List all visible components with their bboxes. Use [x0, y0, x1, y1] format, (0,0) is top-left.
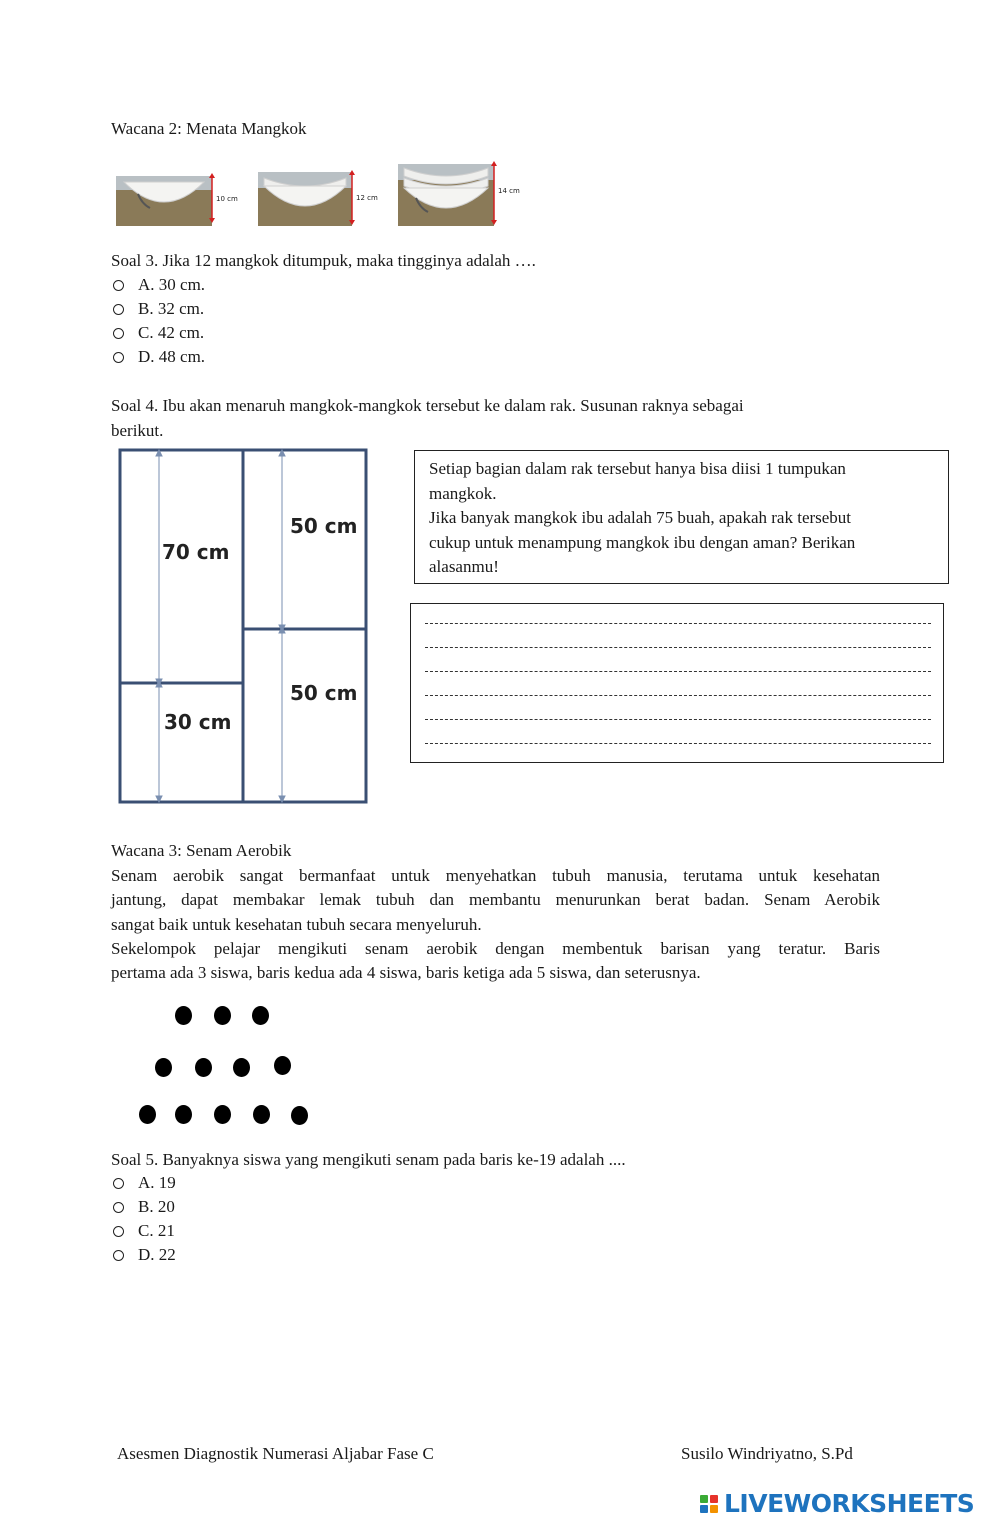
student-dot: [214, 1006, 231, 1025]
radio-button[interactable]: [113, 304, 124, 315]
footer-right: Susilo Windriyatno, S.Pd: [681, 1444, 853, 1463]
answer-line: [425, 695, 931, 696]
soal5-question: Soal 5. Banyaknya siswa yang mengikuti senam pada baris ke-19 adalah ....: [111, 1150, 626, 1169]
answer-line: [425, 623, 931, 624]
info-line: alasanmu!: [429, 557, 499, 576]
radio-button[interactable]: [113, 1250, 124, 1261]
soal4-question-line2: berikut.: [111, 421, 164, 440]
footer-left: Asesmen Diagnostik Numerasi Aljabar Fase C: [117, 1444, 434, 1463]
student-dot: [252, 1006, 269, 1025]
answer-line: [425, 671, 931, 672]
student-dot: [253, 1105, 270, 1124]
radio-button[interactable]: [113, 328, 124, 339]
shelf-diagram: [116, 446, 372, 808]
soal3-question: Soal 3. Jika 12 mangkok ditumpuk, maka tingginya adalah ….: [111, 251, 536, 270]
icon-square: [700, 1495, 708, 1503]
brand-text: LIVEWORKSHEETS: [724, 1489, 975, 1518]
soal4-question-line1: Soal 4. Ibu akan menaruh mangkok-mangkok tersebut ke dalam rak. Susunan raknya sebagai: [111, 396, 744, 415]
shelf-right-top-label: 50 cm: [290, 514, 358, 538]
soal3-option-a[interactable]: A. 30 cm.: [113, 274, 205, 296]
student-dot: [195, 1058, 212, 1077]
soal5-option-d[interactable]: D. 22: [113, 1244, 176, 1266]
radio-button[interactable]: [113, 1226, 124, 1237]
soal5-option-b[interactable]: B. 20: [113, 1196, 175, 1218]
soal5-option-a[interactable]: A. 19: [113, 1172, 176, 1194]
answer-line: [425, 719, 931, 720]
radio-button[interactable]: [113, 1202, 124, 1213]
student-dot: [291, 1106, 308, 1125]
student-dot: [155, 1058, 172, 1077]
student-dot: [139, 1105, 156, 1124]
answer-line: [425, 743, 931, 744]
bowl-photos: [116, 160, 536, 228]
bowl-label-2: 12 cm: [356, 194, 378, 202]
icon-square: [700, 1505, 708, 1513]
radio-button[interactable]: [113, 352, 124, 363]
soal4-answer-box[interactable]: [410, 603, 944, 763]
soal3-option-c[interactable]: C. 42 cm.: [113, 322, 204, 344]
bowl-photo-3: [398, 161, 520, 226]
info-line: mangkok.: [429, 483, 497, 503]
student-dot: [214, 1105, 231, 1124]
bowl-label-3: 14 cm: [498, 187, 520, 195]
wacana3-title: Wacana 3: Senam Aerobik: [111, 841, 292, 860]
info-line: Setiap bagian dalam rak tersebut hanya bisa diisi 1 tumpukan: [429, 459, 846, 478]
wacana2-title: Wacana 2: Menata Mangkok: [111, 119, 307, 138]
shelf-left-top-label: 70 cm: [162, 540, 230, 564]
radio-button[interactable]: [113, 1178, 124, 1189]
bowl-photo-2: [258, 170, 378, 226]
bowl-label-1: 10 cm: [216, 195, 238, 203]
student-dot: [274, 1056, 291, 1075]
info-line: Jika banyak mangkok ibu adalah 75 buah, apakah rak tersebut: [429, 508, 852, 527]
student-dot: [175, 1105, 192, 1124]
icon-square: [710, 1495, 718, 1503]
icon-square: [710, 1505, 718, 1513]
student-dot: [233, 1058, 250, 1077]
radio-button[interactable]: [113, 280, 124, 291]
liveworksheets-logo[interactable]: [700, 1489, 974, 1518]
wacana3-paragraph-2: Sekelompok pelajar mengikuti senam aerobik dengan membentuk barisan yang teratur. Baris pertama ada 3 siswa, baris kedua ada 4 siswa, baris ketiga ada 5 siswa, dan seterusnya.: [111, 939, 880, 983]
shelf-right-bottom-label: 50 cm: [290, 681, 358, 705]
soal5-option-c[interactable]: C. 21: [113, 1220, 175, 1242]
info-line: cukup untuk menampung mangkok ibu dengan aman? Berikan: [429, 532, 856, 552]
student-dot: [175, 1006, 192, 1025]
soal3-option-d[interactable]: D. 48 cm.: [113, 346, 205, 368]
shelf-left-bottom-label: 30 cm: [164, 710, 232, 734]
liveworksheets-icon: [700, 1495, 718, 1513]
soal4-info-box: [414, 450, 949, 584]
bowl-photo-1: [116, 173, 238, 226]
answer-line: [425, 647, 931, 648]
soal3-option-b[interactable]: B. 32 cm.: [113, 298, 204, 320]
wacana3-paragraph-1: Senam aerobik sangat bermanfaat untuk menyehatkan tubuh manusia, terutama untuk kesehatan jantung, dapat membakar lemak tubuh dan membantu menurunkan berat badan. Senam Aerobik sangat baik untuk kesehatan tubuh secara menyeluruh.: [111, 866, 880, 934]
